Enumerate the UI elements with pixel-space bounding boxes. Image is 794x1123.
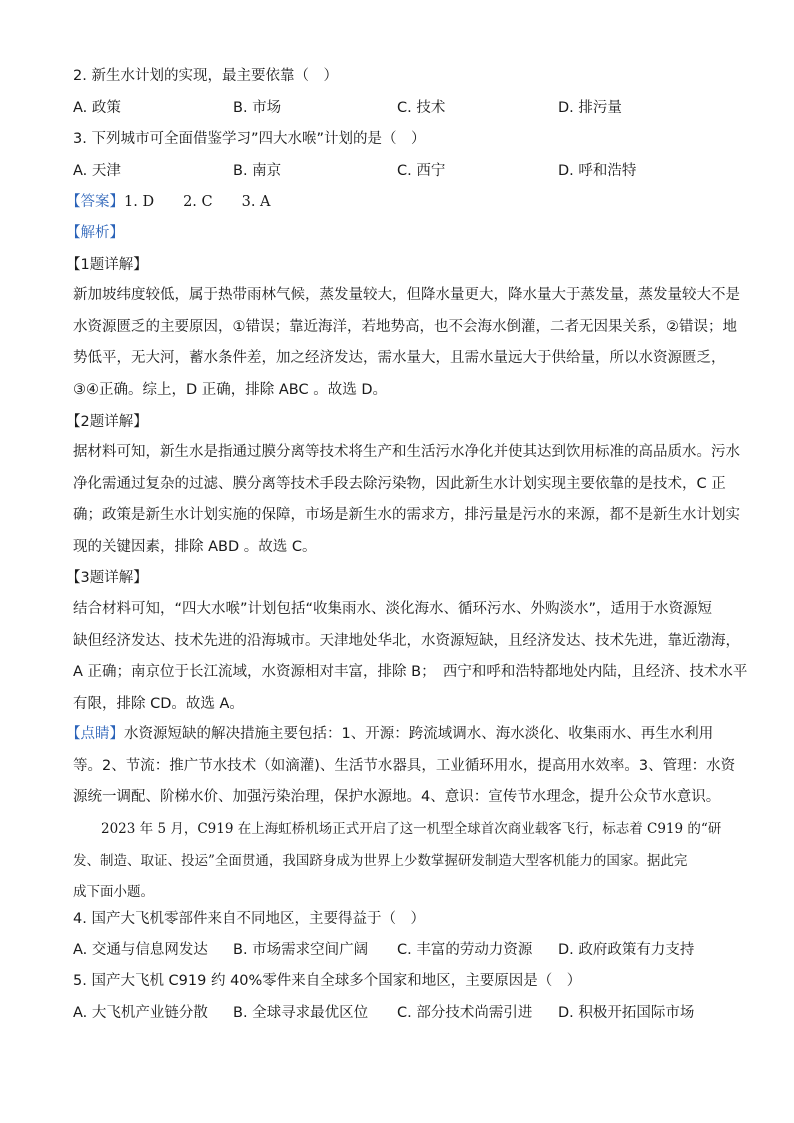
answer-line bbox=[66, 192, 271, 212]
detail-1-body bbox=[73, 280, 740, 406]
detail-1-line: ③④正确。综上，D 正确，排除 ABC 。故选 D。 bbox=[73, 381, 388, 398]
answer-text: 1. D 2. C 3. A bbox=[124, 194, 271, 210]
q5-option-b: B. 全球寻求最优区位 bbox=[233, 1005, 369, 1021]
tips-body bbox=[66, 719, 736, 814]
detail-1-line: 势低平，无大河，蓄水条件差，加之经济发达，需水量大，且需水量远大于供给量，所以水资源匮乏， bbox=[73, 350, 726, 366]
q3-stem: 3. 下列城市可全面借鉴学习”四大水喉”计划的是（ ） bbox=[73, 131, 426, 147]
detail-3-line: 有限，排除 CD。故选 A。 bbox=[73, 695, 244, 712]
detail-3-line: 结合材料可知，“四大水喉”计划包括“收集雨水、淡化海水、循环污水、外购淡水”，适用于水资源短 bbox=[73, 601, 713, 617]
material-passage bbox=[73, 814, 723, 909]
q4-stem: 4. 国产大飞机零部件来自不同地区，主要得益于（ ） bbox=[73, 911, 425, 927]
detail-2-heading: 【2题详解】 bbox=[66, 414, 148, 430]
detail-2-body bbox=[73, 437, 740, 563]
material-line: 成下面小题。 bbox=[73, 884, 154, 900]
detail-2-line: 净化需通过复杂的过滤、膜分离等技术手段去除污染物，因此新生水计划实现主要依靠的是技术，C 正 bbox=[73, 475, 726, 492]
detail-3-body bbox=[73, 594, 748, 720]
q2-option-c: C. 技术 bbox=[397, 100, 446, 116]
detail-3-line: 缺但经济发达、技术先进的沿海城市。天津地处华北，水资源短缺，且经济发达、技术先进，靠近渤海， bbox=[73, 632, 740, 649]
q4-option-c: C. 丰富的劳动力资源 bbox=[397, 942, 533, 958]
material-line: 2023 年 5 月，C919 在上海虹桥机场正式开启了这一机型全球首次商业载客飞行，标志着 C919 的“研 bbox=[101, 821, 722, 837]
q3-option-b: B. 南京 bbox=[233, 163, 282, 179]
q4-option-d: D. 政府政策有力支持 bbox=[558, 942, 695, 958]
q2-stem: 2. 新生水计划的实现，最主要依靠（ ） bbox=[73, 68, 338, 84]
analysis-label: 【解析】 bbox=[66, 225, 124, 241]
q5-option-d: D. 积极开拓国际市场 bbox=[558, 1005, 695, 1021]
q2-option-a: A. 政策 bbox=[73, 100, 121, 116]
q3-option-a: A. 天津 bbox=[73, 163, 121, 179]
tips-label: 【点睛】 bbox=[66, 726, 124, 742]
detail-1-line: 新加坡纬度较低，属于热带雨林气候，蒸发量较大，但降水量更大，降水量大于蒸发量，蒸发量较大不是 bbox=[73, 287, 740, 303]
detail-2-line: 确；政策是新生水计划实施的保障，市场是新生水的需求方，排污量是污水的来源，都不是新生水计划实 bbox=[73, 507, 740, 523]
detail-1-line: 水资源匮乏的主要原因，①错误；靠近海洋，若地势高，也不会海水倒灌，二者无因果关系，②错误；地 bbox=[73, 318, 737, 335]
detail-3-line: A 正确；南京位于长江流域，水资源相对丰富，排除 B； 西宁和呼和浩特都地处内陆，且经济、技术水平 bbox=[73, 664, 748, 680]
q5-stem: 5. 国产大飞机 C919 约 40%零件来自全球多个国家和地区，主要原因是（ ） bbox=[73, 973, 582, 989]
q5-option-c: C. 部分技术尚需引进 bbox=[397, 1005, 533, 1021]
tips-line bbox=[66, 719, 723, 751]
q5-option-a: A. 大飞机产业链分散 bbox=[73, 1005, 208, 1021]
q3-option-c: C. 西宁 bbox=[397, 163, 446, 179]
q2-option-d: D. 排污量 bbox=[558, 100, 622, 116]
material-line: 发、制造、取证、投运”全面贯通，我国跻身成为世界上少数掌握研发制造大型客机能力的国家。据此完 bbox=[73, 852, 688, 869]
q4-option-a: A. 交通与信息网发达 bbox=[73, 942, 208, 958]
tips-line-text: 水资源短缺的解决措施主要包括：1、开源：跨流域调水、海水淡化、收集雨水、再生水利用 bbox=[124, 726, 714, 742]
answer-label: 【答案】 bbox=[66, 194, 124, 210]
tips-line: 源统一调配、阶梯水价、加强污染治理，保护水源地。4、意识：宣传节水理念，提升公众节水意识。 bbox=[73, 789, 721, 805]
detail-3-heading: 【3题详解】 bbox=[66, 570, 148, 586]
detail-2-line: 现的关键因素，排除 ABD 。故选 C。 bbox=[73, 538, 317, 555]
detail-1-heading: 【1题详解】 bbox=[66, 257, 148, 273]
q3-option-d: D. 呼和浩特 bbox=[558, 163, 637, 179]
q2-option-b: B. 市场 bbox=[233, 100, 282, 116]
detail-2-line: 据材料可知，新生水是指通过膜分离等技术将生产和生活污水净化并使其达到饮用标准的高品质水。污水 bbox=[73, 444, 740, 460]
tips-line: 等。2、节流：推广节水技术（如滴灌)、生活节水器具，工业循环用水，提高用水效率。3、管理：水资 bbox=[73, 757, 736, 774]
q4-option-b: B. 市场需求空间广阔 bbox=[233, 942, 369, 958]
